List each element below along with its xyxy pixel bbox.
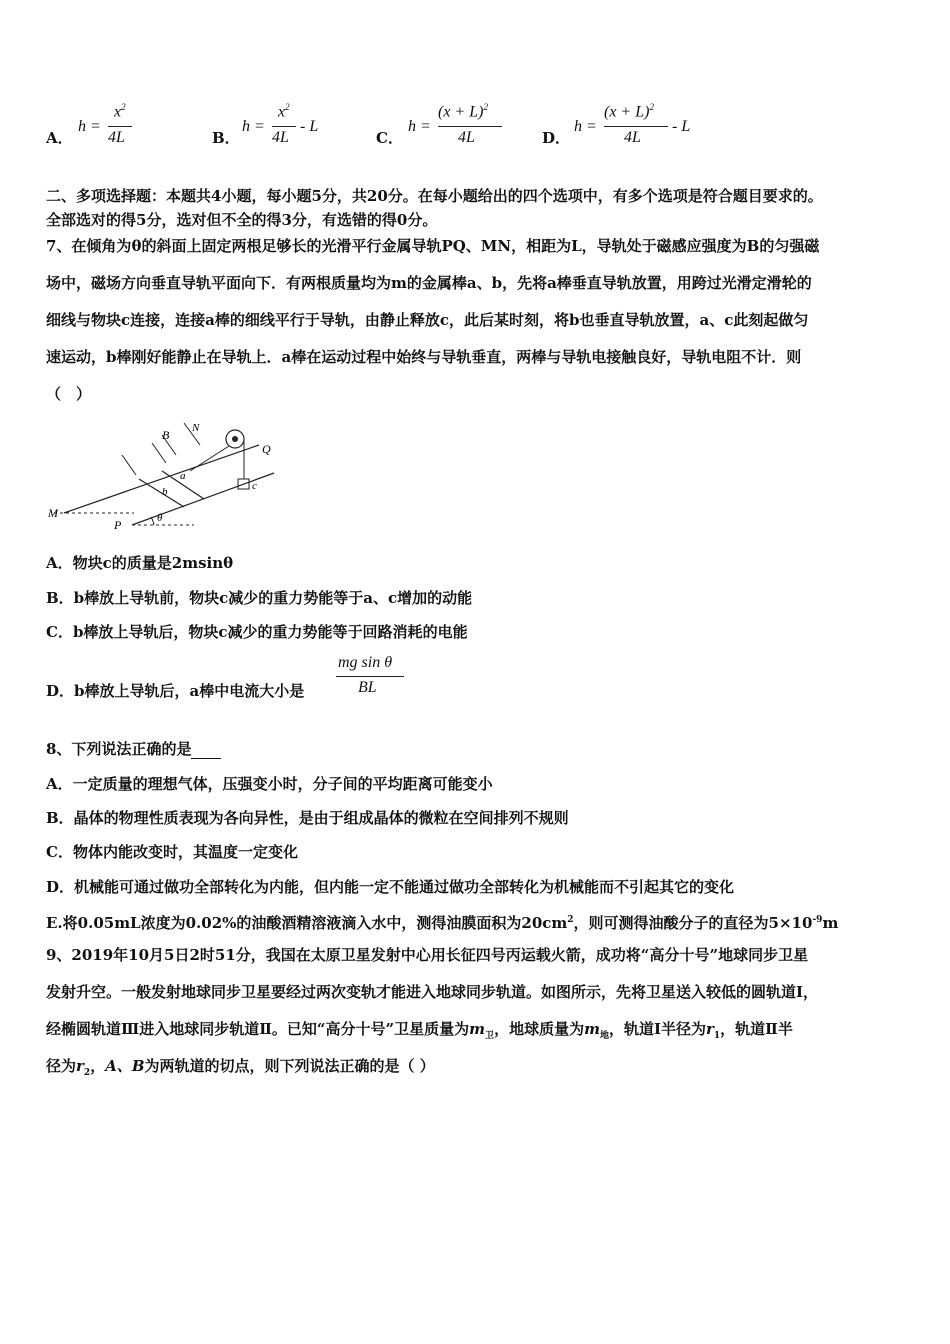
field-arrow: [152, 443, 166, 463]
q8-stem: [46, 739, 221, 759]
fraction-bar: [336, 676, 404, 677]
label-n: N: [192, 422, 200, 434]
q7-option-c: C．b棒放上导轨后，物块c减少的重力势能等于回路消耗的电能: [46, 623, 468, 641]
subscript-satellite: 卫: [485, 1031, 495, 1041]
numerator-text: x: [114, 103, 122, 121]
numerator-exponent: 2: [649, 102, 654, 112]
q9-text: 为两轨道的切点，则下列说法正确的是（ ）: [144, 1057, 435, 1075]
answer-blank[interactable]: [191, 744, 221, 759]
fraction-bar: [272, 126, 296, 127]
fraction-bar: [438, 126, 502, 127]
numerator-text: (x + L): [438, 103, 484, 121]
symbol-r2: r: [76, 1057, 84, 1075]
q9-text: ，地球质量为: [494, 1020, 585, 1038]
fraction-numerator: [278, 102, 290, 121]
fraction-numerator: [438, 102, 488, 121]
fraction-bar: [604, 126, 668, 127]
formula: [242, 100, 362, 156]
fraction-denominator: 4L: [458, 129, 475, 146]
q7-option-b: B．b棒放上导轨前，物块c减少的重力势能等于a、c增加的动能: [46, 589, 473, 607]
q9-text: 径为: [46, 1057, 77, 1075]
label-b-rod: b: [162, 486, 168, 498]
fraction-denominator: BL: [358, 679, 377, 696]
option-c-formula: [376, 100, 546, 156]
q9-text: ，轨道Ⅱ半: [720, 1020, 793, 1038]
option-b-formula: [212, 100, 372, 156]
fraction-denominator: 4L: [624, 129, 641, 146]
label-p: P: [114, 518, 122, 532]
symbol-m-satellite: m: [469, 1020, 486, 1038]
fraction-numerator: mg sin θ: [338, 654, 393, 671]
subscript-2: 2: [83, 1068, 91, 1078]
label-b-field: B: [162, 428, 170, 442]
option-e-unit: m: [822, 914, 839, 932]
section-heading-line2: 全部选对的得5分，选对但不全的得3分，有选错的得0分。: [46, 211, 438, 229]
numerator-text: x: [278, 103, 286, 121]
option-letter: C．: [376, 129, 403, 147]
q7-stem-line3: 细线与物块c连接，连接a棒的细线平行于导轨，由静止释放c，此后某时刻，将b也垂直导轨放置，a、c此刻起做匀: [46, 311, 809, 329]
q9-stem-line2: 发射升空。一般发射地球同步卫星要经过两次变轨才能进入地球同步轨道。如图所示，先将卫星送入较低的圆轨道Ⅰ，: [46, 983, 819, 1001]
option-e-exponent-2: -9: [812, 915, 823, 925]
answer-options-formulas: [46, 100, 746, 156]
q9-text: 经椭圆轨道Ⅲ进入地球同步轨道Ⅱ。已知“高分十号”卫星质量为: [46, 1020, 470, 1038]
formula: [78, 100, 198, 156]
q8-option-e: [46, 910, 838, 933]
q9-text: ，轨道Ⅰ半径为: [608, 1020, 706, 1038]
option-e-text-mid: ，则可测得油酸分子的直径为5×10: [573, 914, 813, 932]
rail-mn: [64, 445, 259, 513]
symbol-m-earth: m: [584, 1020, 600, 1038]
option-letter: B．: [212, 129, 240, 147]
option-a-formula: [46, 100, 206, 156]
fraction-numerator: [604, 102, 654, 121]
field-arrow: [122, 455, 136, 475]
label-c: c: [252, 480, 257, 492]
formula-lhs: h =: [574, 118, 597, 135]
numerator-exponent: 2: [121, 102, 126, 112]
label-theta: θ: [157, 512, 163, 524]
fraction-denominator: 4L: [272, 129, 289, 146]
q9-stem-line1: 9、2019年10月5日2时51分，我国在太原卫星发射中心用长征四号丙运载火箭，成功将“高分十号”地球同步卫星: [46, 946, 809, 964]
q7-incline-rails-diagram: [44, 415, 284, 535]
q9-text: ，: [90, 1057, 106, 1075]
option-e-exponent: 2: [567, 915, 574, 925]
q7-option-d: D．b棒放上导轨后，a棒中电流大小是: [46, 682, 305, 700]
label-m: M: [48, 506, 58, 520]
option-letter: A．: [46, 129, 73, 147]
numerator-text: (x + L): [604, 103, 650, 121]
numerator-exponent: 2: [483, 102, 488, 112]
formula: [408, 100, 538, 156]
numerator-exponent: 2: [285, 102, 290, 112]
q7-stem-line4: 速运动，b棒刚好能静止在导轨上．a棒在运动过程中始终与导轨垂直，两棒与导轨电接触良好，导轨电阻不计．则: [46, 348, 802, 366]
q8-option-d: D．机械能可通过做功全部转化为内能，但内能一定不能通过做功全部转化为机械能而不引起其它的变化: [46, 878, 735, 896]
formula: [574, 100, 734, 156]
symbol-r1: r: [706, 1020, 714, 1038]
formula-lhs: h =: [78, 118, 101, 135]
q8-option-b: B．晶体的物理性质表现为各向异性，是由于组成晶体的微粒在空间排列不规则: [46, 809, 569, 827]
formula-lhs: h =: [408, 118, 431, 135]
q9-stem-line4: [46, 1056, 435, 1083]
formula-tail: - L: [300, 118, 319, 135]
section-heading-line1: 二、多项选择题：本题共4小题，每小题5分，共20分。在每小题给出的四个选项中，有多个选项是符合题目要求的。: [46, 187, 823, 205]
fraction-numerator: [114, 102, 126, 121]
option-letter: D．: [542, 129, 571, 147]
label-q: Q: [262, 442, 271, 456]
pulley-axle: [232, 436, 238, 442]
q9-stem-line3: [46, 1019, 793, 1046]
q7-stem-line5: （ ）: [46, 385, 92, 403]
fraction-bar: [108, 126, 132, 127]
option-e-text: E.将0.05mL浓度为0.02%的油酸酒精溶液滴入水中，测得油膜面积为20cm: [46, 914, 568, 932]
string: [190, 446, 229, 471]
q7-option-a: A．物块c的质量是2msinθ: [46, 554, 234, 572]
angle-arc: [151, 517, 154, 525]
option-d-formula: [542, 100, 742, 156]
subscript-earth: 地: [599, 1031, 609, 1041]
q8-option-c: C．物体内能改变时，其温度一定变化: [46, 843, 298, 861]
symbol-a-b: A、B: [105, 1057, 145, 1075]
q8-stem-text: 8、下列说法正确的是: [46, 740, 192, 758]
q7-stem-line1: 7、在倾角为θ的斜面上固定两根足够长的光滑平行金属导轨PQ、MN，相距为L，导轨处于磁感应强度为B的匀强磁: [46, 237, 820, 255]
q7-stem-line2: 场中，磁场方向垂直导轨平面向下．有两根质量均为m的金属棒a、b，先将a棒垂直导轨放置，用跨过光滑定滑轮的: [46, 274, 812, 292]
q7-option-d-fraction: [336, 654, 406, 700]
fraction-denominator: 4L: [108, 129, 125, 146]
subscript-1: 1: [713, 1031, 721, 1041]
formula-tail: - L: [672, 118, 691, 135]
q8-option-a: A．一定质量的理想气体，压强变小时，分子间的平均距离可能变小: [46, 775, 493, 793]
formula-lhs: h =: [242, 118, 265, 135]
label-a: a: [180, 470, 186, 482]
